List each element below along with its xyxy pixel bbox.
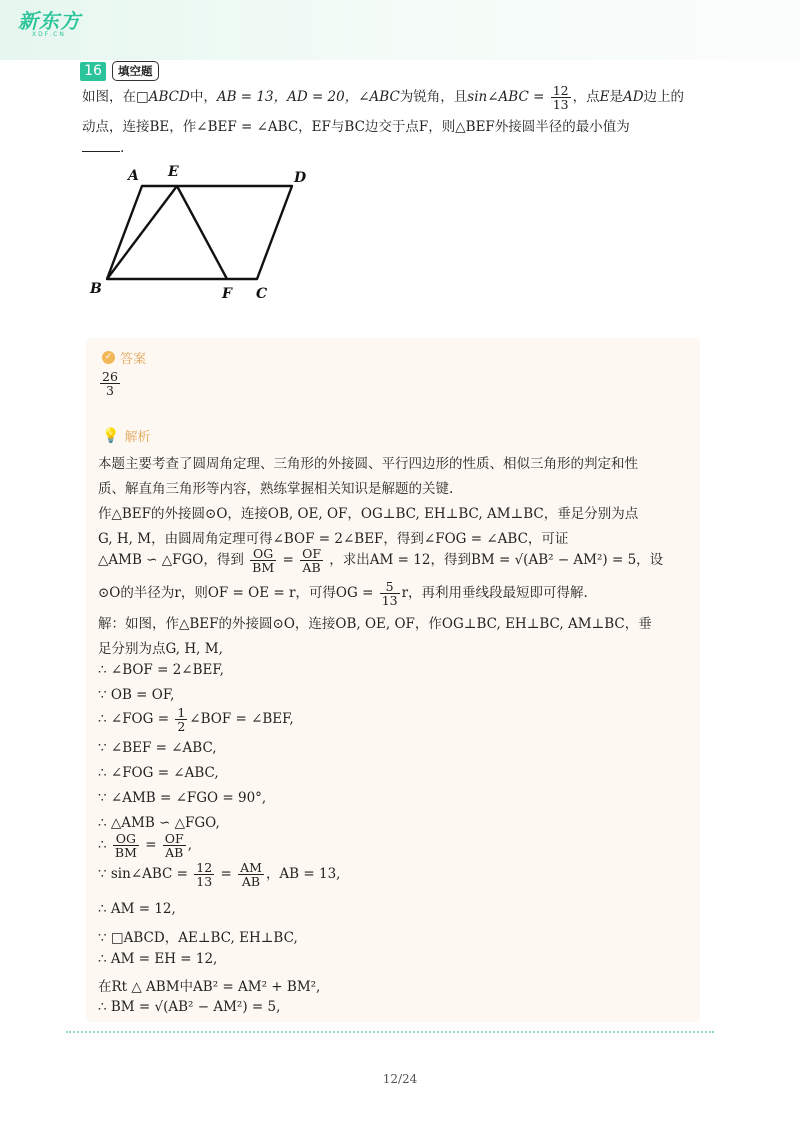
question-line-3 (82, 140, 124, 156)
fraction-AM-AB (238, 861, 264, 888)
q-text: 为锐角，且 (399, 89, 468, 106)
solution-line-3: ∴ ∠BOF = 2∠BEF, (98, 662, 224, 678)
analysis-p1: 本题主要考查了圆周角定理、三角形的外接圆、平行四边形的性质、相似三角形的判定和性 (98, 456, 638, 472)
frac-numerator: OF (164, 831, 184, 846)
question-line-1 (82, 84, 684, 111)
frac-numerator: 26 (102, 369, 118, 384)
answer-value (98, 370, 122, 397)
label-B: B (90, 281, 102, 297)
parallelogram-shape (107, 186, 292, 279)
q-math: E (599, 89, 610, 106)
xdf-logo (18, 10, 81, 38)
solution-line-16: ∴ BM = √(AB² − AM²) = 5, (98, 999, 281, 1015)
label-E: E (168, 164, 179, 180)
analysis-p4: G, H, M，由圆周角定理可得∠BOF = 2∠BEF，得到∠FOG = ∠ABC，可证 (98, 531, 569, 547)
a-text: ∠BOF = ∠BEF, (189, 711, 294, 728)
question-line-2: 动点，连接BE，作∠BEF = ∠ABC，EF与BC边交于点F，则△BEF外接圆半径的最小值为 (82, 119, 630, 135)
segment-EF (177, 186, 227, 279)
question-header (80, 60, 159, 82)
analysis-p3: 作△BEF的外接圆⊙O，连接OB, OE, OF，OG⊥BC, EH⊥BC, AM⊥BC，垂足分别为点 (98, 506, 639, 522)
frac-numerator: 5 (380, 580, 400, 594)
analysis-label-text: 解析 (124, 430, 151, 445)
fraction-OF-AB-2 (163, 832, 186, 859)
frac-denominator: 13 (381, 593, 398, 609)
frac-numerator: AM (240, 860, 262, 875)
solution-line-12: ∴ AM = 12, (98, 901, 176, 917)
q-math: sin∠ABC = (467, 89, 545, 106)
frac-numerator: OF (302, 546, 321, 561)
a-text: = (220, 866, 232, 883)
solution-line-15: 在Rt △ ABM中AB² = AM² + BM², (98, 979, 321, 995)
fraction-1-2 (175, 706, 187, 733)
frac-numerator: 12 (196, 860, 213, 875)
solution-line-6: ∵ ∠BEF = ∠ABC, (98, 740, 217, 756)
frac-numerator: OG (113, 832, 139, 846)
question-type: 填空题 (112, 61, 159, 81)
answer-label (102, 348, 146, 367)
q-math: AD (622, 89, 644, 106)
q-text: 是 (609, 89, 623, 106)
frac-denominator: BM (252, 560, 275, 576)
frac-numerator: OG (250, 547, 276, 561)
q-text: 中， (189, 89, 217, 106)
frac-denominator: 13 (552, 97, 569, 113)
solution-line-7: ∴ ∠FOG = ∠ABC, (98, 765, 219, 781)
label-C: C (256, 286, 268, 302)
solution-line-10 (98, 832, 192, 859)
fraction-5-13 (380, 580, 400, 607)
solution-line-11 (98, 861, 340, 888)
frac-numerator: 1 (177, 705, 186, 720)
top-banner (0, 0, 800, 60)
fraction-OG-BM-2 (113, 832, 139, 859)
frac-denominator: 2 (177, 719, 186, 735)
solution-line-1: 解：如图，作△BEF的外接圆⊙O，连接OB, OE, OF，作OG⊥BC, EH⊥BC, AM⊥BC，垂 (98, 616, 652, 632)
solution-line-5 (98, 706, 294, 733)
a-text: ，AB = 13, (265, 866, 341, 883)
analysis-p6 (98, 580, 588, 607)
a-text: = (145, 837, 157, 854)
q-math: □ABCD (136, 89, 190, 106)
q-text: 如图，在 (82, 89, 136, 106)
a-text: ⊙O的半径为r，则OF = OE = r，可得OG = (98, 585, 374, 602)
analysis-label (102, 426, 150, 445)
answer-fraction (100, 370, 120, 397)
label-F: F (222, 286, 232, 302)
fraction-OF-AB (300, 547, 323, 574)
segment-BE (107, 186, 177, 279)
lightbulb-icon: 💡 (102, 427, 120, 444)
frac-denominator: AB (241, 874, 261, 890)
solution-line-8: ∵ ∠AMB = ∠FGO = 90°, (98, 790, 267, 806)
frac-denominator: BM (114, 845, 137, 861)
a-text: ，求出AM = 12，得到BM = √(AB² − AM²) = 5，设 (329, 552, 664, 569)
frac-denominator: AB (165, 845, 184, 861)
a-text: ∴ ∠FOG = (98, 711, 170, 728)
a-text: , (187, 837, 193, 854)
a-text: = (282, 552, 294, 569)
frac-denominator: AB (302, 560, 321, 576)
check-badge-icon: ✓ (102, 351, 115, 364)
answer-blank (82, 141, 120, 152)
solution-line-2: 足分别为点G, H, M, (98, 641, 223, 657)
label-D: D (294, 170, 307, 186)
solution-line-4: ∵ OB = OF, (98, 687, 175, 703)
analysis-p2: 质、解直角三角形等内容，熟练掌握相关知识是解题的关键. (98, 481, 454, 497)
a-text: ∴ (98, 837, 107, 854)
parallelogram-diagram (82, 160, 322, 305)
a-text: r，再利用垂线段最短即可得解. (401, 585, 588, 602)
frac-denominator: 3 (105, 383, 114, 399)
question-number: 16 (80, 62, 106, 81)
frac-denominator: 13 (196, 874, 213, 890)
label-A: A (128, 168, 139, 184)
fraction-OG-BM (250, 547, 276, 574)
dotted-divider (66, 1031, 714, 1033)
q-text: ，点 (572, 89, 600, 106)
a-text: ∵ sin∠ABC = (98, 866, 188, 883)
answer-panel (86, 338, 700, 1022)
a-text: △AMB ∽ △FGO，得到 (98, 552, 244, 569)
fraction-12-13 (551, 84, 571, 111)
solution-line-14: ∴ AM = EH = 12, (98, 951, 218, 967)
q-text: 边上的 (643, 89, 685, 106)
solution-line-13: ∵ □ABCD，AE⊥BC, EH⊥BC, (98, 930, 298, 946)
fraction-12-13-b (194, 861, 214, 888)
logo-main-text: 新东方 (18, 9, 81, 33)
answer-label-text: 答案 (120, 352, 147, 367)
solution-line-9: ∴ △AMB ∽ △FGO, (98, 815, 220, 831)
q-text: . (120, 140, 125, 156)
analysis-p5 (98, 547, 663, 574)
page-number: 12/24 (382, 1072, 418, 1086)
frac-numerator: 12 (552, 83, 569, 98)
q-math: AB = 13，AD = 20，∠ABC (216, 89, 400, 106)
logo-sub-text: XDF.CN (32, 31, 66, 38)
